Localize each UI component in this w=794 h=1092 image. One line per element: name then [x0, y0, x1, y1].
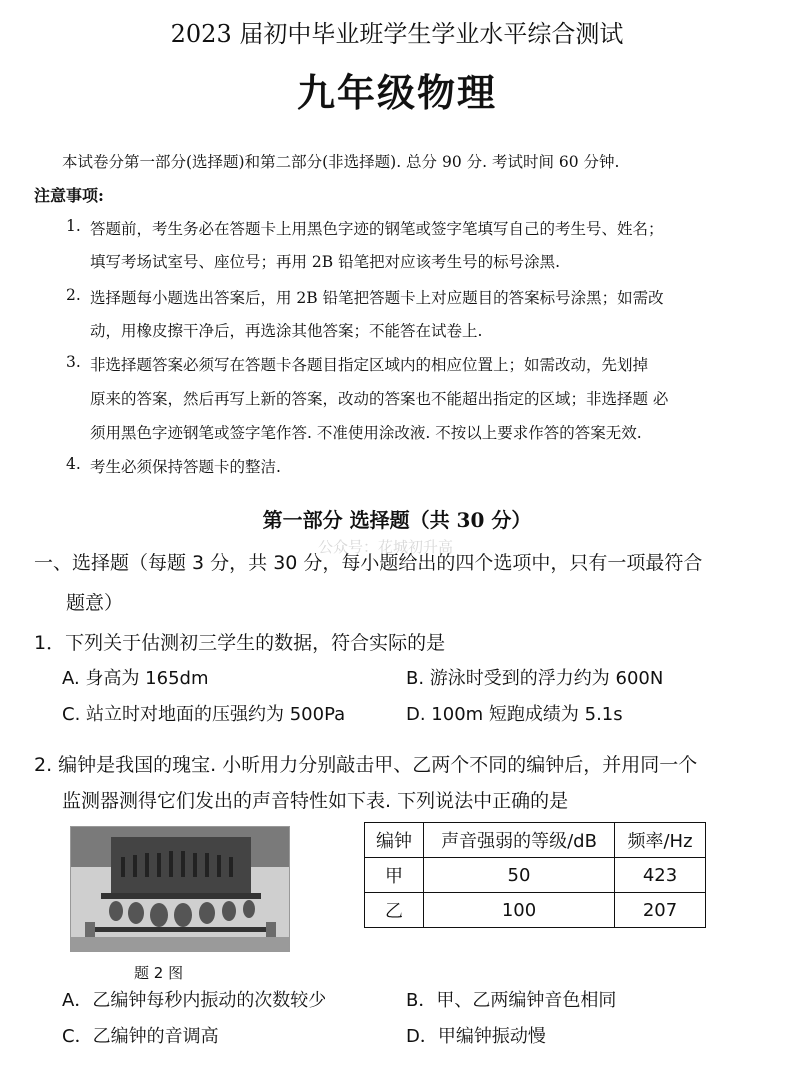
table-cell: 100	[424, 893, 615, 928]
notice-item-number: 3.	[66, 353, 81, 371]
notice-line: 非选择题答案必须写在答题卡各题目指定区域内的相应位置上；如需改动，先划掉	[90, 356, 649, 374]
notice-line: 填写考场试室号、座位号；再用 2B 铅笔把对应该考生号的标号涂黑.	[90, 253, 561, 271]
question-1-option-c: C. 站立时对地面的压强约为 500Pa	[62, 704, 346, 725]
question-2-option-d: D．甲编钟振动慢	[406, 1026, 546, 1047]
notice-item-number: 2.	[66, 286, 81, 304]
table-row	[365, 858, 706, 893]
notice-heading: 注意事项:	[34, 186, 104, 205]
table-header-row	[365, 823, 706, 858]
notice-line: 选择题每小题选出答案后，用 2B 铅笔把答题卡上对应题目的答案标号涂黑；如需改	[90, 289, 664, 307]
part-one-title: 第一部分 选择题（共 30 分）	[262, 508, 532, 532]
section-heading: 一、选择题（每题 3 分，共 30 分，每小题给出的四个选项中，只有一项最符合	[34, 552, 703, 574]
table-header-cell: 编钟	[365, 823, 424, 858]
notice-line: 动，用橡皮擦干净后，再选涂其他答案；不能答在试卷上.	[90, 322, 483, 340]
exam-intro: 本试卷分第一部分(选择题)和第二部分(非选择题). 总分 90 分. 考试时间 60 分钟.	[62, 153, 620, 171]
table-row	[365, 893, 706, 928]
sound-properties-table	[364, 822, 706, 928]
notice-line: 须用黑色字迹钢笔或签字笔作答. 不准使用涂改液. 不按以上要求作答的答案无效.	[90, 424, 642, 442]
table-cell: 乙	[365, 893, 424, 928]
notice-line: 答题前，考生务必在答题卡上用黑色字迹的钢笔或签字笔填写自己的考生号、姓名；	[90, 220, 664, 238]
figure-caption: 题 2 图	[134, 964, 184, 982]
watermark: 公众号：花城初升高	[318, 538, 454, 556]
table-cell: 207	[615, 893, 706, 928]
question-1-option-a: A. 身高为 165dm	[62, 668, 209, 689]
notice-item-number: 4.	[66, 455, 81, 473]
question-2-option-a: A．乙编钟每秒内振动的次数较少	[62, 990, 327, 1011]
question-1-stem: 1．下列关于估测初三学生的数据，符合实际的是	[34, 632, 446, 654]
question-2-option-c: C．乙编钟的音调高	[62, 1026, 219, 1047]
bianzhong-image	[71, 827, 289, 951]
notice-item-number: 1.	[66, 217, 81, 235]
bianzhong-photo	[70, 826, 290, 952]
table-cell: 423	[615, 858, 706, 893]
question-2-stem-cont: 监测器测得它们发出的声音特性如下表. 下列说法中正确的是	[62, 790, 569, 812]
question-2-stem: 2. 编钟是我国的瑰宝. 小昕用力分别敲击甲、乙两个不同的编钟后，并用同一个	[34, 754, 698, 776]
subject-title: 九年级物理	[296, 70, 497, 115]
notice-line: 考生必须保持答题卡的整洁.	[90, 458, 281, 476]
question-1-option-b: B. 游泳时受到的浮力约为 600N	[406, 668, 664, 689]
table-header-cell: 声音强弱的等级/dB	[424, 823, 615, 858]
exam-title: 2023 届初中毕业班学生学业水平综合测试	[170, 20, 624, 48]
notice-line: 原来的答案，然后再写上新的答案，改动的答案也不能超出指定的区域；非选择题 必	[90, 390, 669, 408]
table-cell: 甲	[365, 858, 424, 893]
table-header-cell: 频率/Hz	[615, 823, 706, 858]
table-cell: 50	[424, 858, 615, 893]
section-heading-cont: 题意）	[66, 592, 124, 614]
question-2-option-b: B．甲、乙两编钟音色相同	[406, 990, 617, 1011]
question-1-option-d: D. 100m 短跑成绩为 5.1s	[406, 704, 623, 725]
